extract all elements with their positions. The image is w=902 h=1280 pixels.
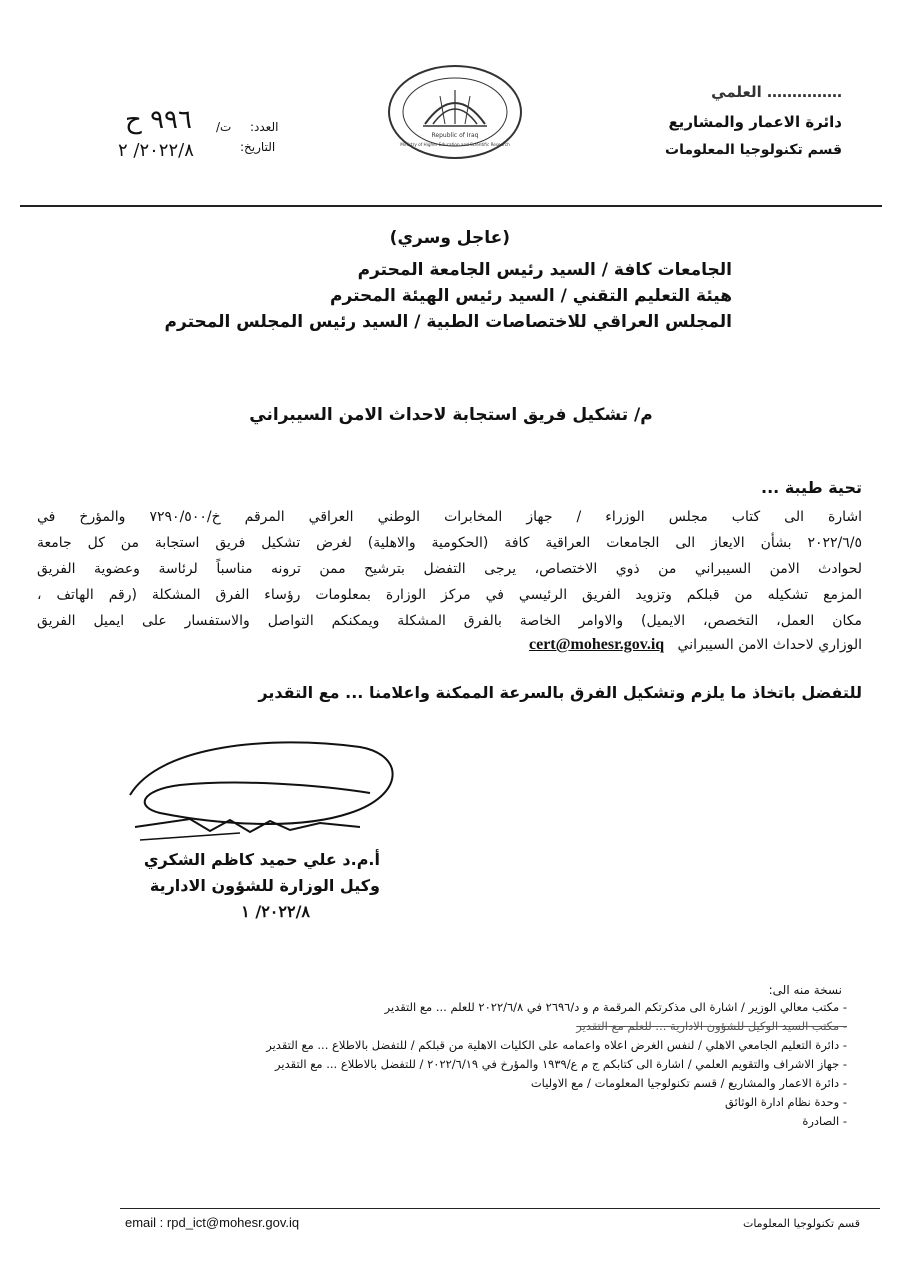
copy-item-1: - مكتب معالي الوزير / اشارة الى مذكرتكم المرقمة م و د/٢٦٩٦ في ٢٠٢٢/٦/٨ للعلم ... مع التقدير — [384, 1000, 847, 1014]
signer-title: وكيل الوزارة للشؤون الادارية — [149, 876, 380, 895]
body-line-5: مكان العمل، التخصص، الايميل) والاوامر الخاصة بالفرق المشكلة ويمكنكم التواصل والاستفسار على ايميل الفريق — [37, 613, 862, 629]
number-prefix: ت/ — [216, 120, 232, 134]
document-number: ٩٩٦ ح — [125, 105, 192, 135]
copy-item-5: - دائرة الاعمار والمشاريع / قسم تكنولوجيا المعلومات / مع الاوليات — [530, 1076, 847, 1090]
addressee-1: الجامعات كافة / السيد رئيس الجامعة المحترم — [357, 260, 732, 280]
subject-line: م/ تشكيل فريق استجابة لاحداث الامن السيبراني — [249, 405, 653, 425]
copy-item-2: - مكتب السيد الوكيل للشؤون الادارية ... للعلم مع التقدير — [576, 1019, 847, 1033]
date-label: التاريخ: — [240, 140, 276, 154]
addressee-2: هيئة التعليم التقني / السيد رئيس الهيئة المحترم — [330, 286, 732, 306]
directorate-name: دائرة الاعمار والمشاريع — [668, 113, 842, 131]
copy-item-4: - جهاز الاشراف والتقويم العلمي / اشارة الى كتابكم ج م ع/١٩٣٩ والمؤرخ في ٢٠٢٢/٦/١٩ / للتفضل بالاطلاع ... مع التقدير — [275, 1057, 847, 1071]
header-divider — [20, 205, 882, 207]
footer-department: قسم تكنولوجيا المعلومات — [742, 1217, 860, 1230]
body-line-6 — [529, 636, 862, 654]
body-last-line-text: الوزاري لاحداث الامن السيبراني — [677, 637, 862, 653]
seal-text-en-1: Republic of Iraq — [431, 132, 479, 139]
signer-name: أ.م.د علي حميد كاظم الشكري — [143, 850, 380, 869]
team-email-link[interactable]: cert@mohesr.gov.iq — [529, 636, 665, 653]
closing-line: للتفضل باتخاذ ما يلزم وتشكيل الفرق بالسرعة الممكنة واعلامنا ... مع التقدير — [258, 683, 862, 702]
body-line-3: لحوادث الامن السيبراني من ذوي الاختصاص، يرجى التفضل بترشيح ممن ترونه مناسباً لرئاسة وعضوية الفريق — [37, 561, 862, 577]
greeting: تحية طيبة ... — [761, 478, 862, 497]
body-line-2: ٢٠٢٢/٦/٥ بشأن الايعاز الى الجامعات العراقية كافة (الحكومية والاهلية) لغرض تشكيل فريق استجابة من كل جامعة — [37, 535, 862, 551]
copies-title: نسخة منه الى: — [768, 983, 842, 997]
footer-email[interactable]: email : rpd_ict@mohesr.gov.iq — [125, 1215, 300, 1230]
handwritten-signature — [120, 735, 405, 850]
seal-text-en-2: Ministry of Higher Education and Scientific Research — [400, 142, 510, 147]
body-line-4: المزمع تشكيله من قبلكم وتزويد الفريق الرئيسي في مركز الوزارة بمعلومات رؤساء الفرق المشكلة (رقم الهاتف ، — [37, 587, 862, 603]
copy-item-7: - الصادرة — [802, 1114, 847, 1128]
ministry-line: …………… العلمي — [711, 83, 842, 101]
copy-item-6: - وحدة نظام ادارة الوثائق — [725, 1095, 847, 1109]
body-line-1: اشارة الى كتاب مجلس الوزراء / جهاز المخابرات الوطني العراقي المرقم خ/٧٢٩٠/٥٠٠ والمؤرخ في — [37, 509, 862, 525]
footer-divider — [120, 1208, 880, 1209]
classification-label: (عاجل وسري) — [389, 228, 510, 248]
ministry-seal-logo — [385, 62, 525, 162]
signature-date: ٢٠٢٢/٨/ ١ — [241, 902, 310, 921]
number-label: العدد: — [250, 120, 279, 134]
addressee-3: المجلس العراقي للاختصاصات الطبية / السيد رئيس المجلس المحترم — [164, 312, 732, 332]
section-name: قسم تكنولوجيا المعلومات — [665, 142, 842, 158]
document-date: ٢٠٢٢/٨/ ٢ — [118, 140, 194, 161]
copy-item-3: - دائرة التعليم الجامعي الاهلي / لنفس الغرض اعلاه واعمامه على الكليات الاهلية من قبلكم / للتفضل بالاطلاع ... مع التقدير — [266, 1038, 847, 1052]
